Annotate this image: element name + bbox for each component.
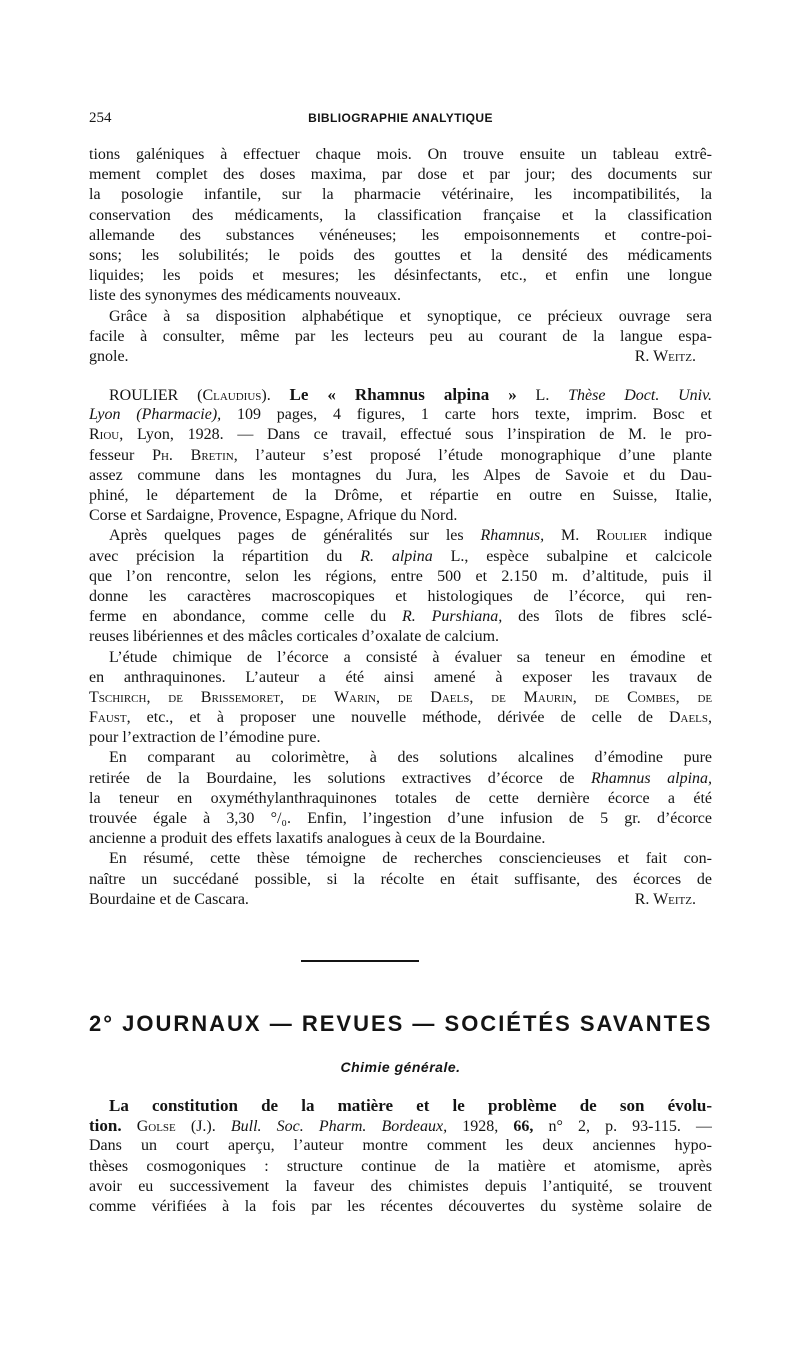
text-line: avoir eu successivement la faveur des chimistes depuis l’antiquité, se trouvent <box>89 1177 712 1195</box>
species-name: R. alpina <box>360 547 433 565</box>
closing-text: Bourdaine et de Cascara. <box>89 890 249 908</box>
text-fragment: fesseur <box>89 446 135 464</box>
signature: R. Weitz. <box>634 890 696 908</box>
separator <box>89 910 712 998</box>
text-fragment: de <box>168 688 183 706</box>
text-fragment: de <box>397 688 413 706</box>
text-line <box>89 385 712 405</box>
species-name: R. Purshiana, <box>402 608 503 626</box>
text-line: Dans un court aperçu, l’auteur montre comment les deux anciennes hypo- <box>89 1137 712 1155</box>
text-fragment: de <box>594 688 610 706</box>
review-author-first-name: (Claudius). <box>197 387 271 405</box>
text-fragment: etc., et à proposer une nouvelle méthode, dérivée de celle de <box>146 709 653 727</box>
text-line: Grâce à sa disposition alphabétique et synoptique, ce précieux ouvrage sera <box>109 307 712 325</box>
article-title-end: tion. <box>89 1116 122 1136</box>
horizontal-rule <box>301 960 419 962</box>
text-line: comme vérifiées à la fois par les récentes découvertes du système solaire de <box>89 1197 712 1215</box>
text-fragment: des îlots de fibres sclé- <box>518 608 712 626</box>
review-author: ROULIER <box>109 387 179 405</box>
article-title: La constitution de la matière et le problème de son évolu- <box>109 1095 712 1115</box>
text-line: la posologie infantile, sur la pharmacie vétérinaire, les incompatibilités, la <box>89 186 712 204</box>
text-line: thèses cosmogoniques : structure continue de la matière et atomisme, après <box>89 1157 712 1175</box>
genus-name: Rhamnus, <box>480 527 545 545</box>
person-name: Daels, <box>668 709 712 727</box>
text-fragment: retirée de la Bourdaine, les solutions extractives d’écorce de <box>89 769 575 787</box>
person-name: Combes, <box>627 688 680 706</box>
person-name: Ph. Bretin, <box>152 446 238 464</box>
text-fragment: indique <box>664 527 712 545</box>
text-line: facile à consulter, même par les lecteurs peu au courant de la langue espa- <box>89 327 712 345</box>
person-name: Maurin, <box>523 688 577 706</box>
page-body <box>89 145 712 1217</box>
text-line <box>89 1096 712 1116</box>
text-line <box>89 688 712 708</box>
person-name: Faust, <box>89 709 131 727</box>
person-name: Warin, <box>333 688 380 706</box>
signature: R. Weitz. <box>634 347 696 365</box>
text-line: En comparant au colorimètre, à des solutions alcalines d’émodine pure <box>109 749 712 767</box>
text-line: naître un succédané possible, si la récolte en était suffisante, des écorces de <box>89 870 712 888</box>
text-fragment: l’auteur s’est proposé l’étude monographique d’une plante <box>255 446 712 464</box>
text-line: que l’on rencontre, selon les régions, entre 500 et 2.150 m. d’altitude, puis il <box>89 567 712 585</box>
text-line <box>89 1116 712 1136</box>
review-weitz-continuation <box>89 145 712 367</box>
text-line-with-signature <box>89 890 712 910</box>
text-line: pour l’extraction de l’émodine pure. <box>89 729 321 747</box>
text-line <box>89 425 712 445</box>
text-line: sons; les solubilités; le poids des gouttes et la densité des médicaments <box>89 246 712 264</box>
year: 1928, <box>462 1118 499 1136</box>
closing-text: gnole. <box>89 347 129 365</box>
text-fragment: de <box>301 688 317 706</box>
text-fragment: M. <box>561 527 580 545</box>
text-line <box>89 547 712 567</box>
text-line: Corse et Sardaigne, Provence, Espagne, Afrique du Nord. <box>89 507 458 525</box>
person-name: Tschirch, <box>89 688 151 706</box>
text-fragment: Lyon, 1928. — Dans ce travail, effectué sous l’inspiration de M. le pro- <box>136 426 712 444</box>
text-line: la teneur en oxyméthylanthraquinones totales de cette dernière écorce a été <box>89 789 712 807</box>
text-fragment: n° 2, p. 93-115. — <box>548 1118 712 1136</box>
text-line: En résumé, cette thèse témoigne de recherches consciencieuses et fait con- <box>109 850 712 868</box>
review-golse <box>89 1096 712 1217</box>
text-line: liquides; les poids et mesures; les désinfectants, etc., et enfin une longue <box>89 267 712 285</box>
text-line: assez commune dans les montagnes du Jura, les Alpes de Savoie et du Dau- <box>89 466 712 484</box>
person-name: Daels, <box>430 688 474 706</box>
text-fragment: de <box>697 688 712 706</box>
text-line-with-signature <box>89 347 712 367</box>
text-line: en anthraquinones. L’auteur a été ainsi amené à exposer les travaux de <box>89 668 712 686</box>
faculty: Lyon (Pharmacie), <box>89 406 222 424</box>
text-line <box>89 607 712 627</box>
text-line <box>89 526 712 546</box>
text-line: trouvée égale à 3,30 °/₀. Enfin, l’ingestion d’une infusion de 5 gr. d’écorce <box>89 810 712 827</box>
text-line: phiné, le département de la Drôme, et répartie en outre en Suisse, Italie, <box>89 487 712 504</box>
text-line: tions galéniques à effectuer chaque mois. On trouve ensuite un tableau extrê- <box>89 146 712 163</box>
text-fragment: L., espèce subalpine et calcicole <box>450 547 712 565</box>
text-line: mement complet des doses maxima, par dose et par jour; des documents sur <box>89 166 712 184</box>
text-line: ancienne a produit des effets laxatifs analogues à ceux de la Bourdaine. <box>89 830 546 848</box>
text-fragment: L. <box>535 387 550 405</box>
printer-name: Riou, <box>89 426 124 444</box>
text-fragment: Après quelques pages de généralités sur les <box>109 527 464 545</box>
article-author: Golse <box>136 1118 176 1136</box>
text-line <box>89 708 712 728</box>
section-heading: 2° JOURNAUX — REVUES — SOCIÉTÉS SAVANTES <box>89 1010 713 1036</box>
text-line: liste des synonymes des médicaments nouveaux. <box>89 287 401 305</box>
species-name: Rhamnus alpina, <box>591 769 712 787</box>
review-roulier <box>89 385 712 910</box>
person-name: Brissemoret, <box>200 688 284 706</box>
text-fragment: 109 pages, 4 figures, 1 carte hors texte, imprim. Bosc et <box>236 406 712 424</box>
text-line: donne les caractères macroscopiques et histologiques de l’écorce, qui ren- <box>89 587 712 605</box>
text-line: L’étude chimique de l’écorce a consisté à évaluer sa teneur en émodine et <box>109 648 712 666</box>
spacer <box>89 367 712 385</box>
thesis-label: Thèse Doct. Univ. <box>568 387 712 405</box>
volume: 66, <box>513 1118 534 1136</box>
text-fragment: avec précision la répartition du <box>89 547 343 565</box>
text-line <box>89 769 712 789</box>
author-initial: (J.). <box>190 1118 216 1136</box>
page-number: 254 <box>89 110 112 126</box>
text-line <box>89 405 712 425</box>
work-title: Le « Rhamnus alpina » <box>289 385 517 405</box>
text-line: allemande des substances vénéneuses; les empoisonnements et contre-poi- <box>89 226 712 244</box>
text-fragment: de <box>491 688 506 706</box>
text-fragment: ferme en abondance, comme celle du <box>89 608 387 626</box>
page-header <box>89 110 712 132</box>
text-line: reuses libériennes et des mâcles corticales d’oxalate de calcium. <box>89 628 500 646</box>
running-title: BIBLIOGRAPHIE ANALYTIQUE <box>308 111 493 125</box>
subsection-heading: Chimie générale. <box>340 1058 461 1075</box>
text-line <box>89 446 712 466</box>
text-line: conservation des médicaments, la classification française et la classification <box>89 206 712 224</box>
person-name: Roulier <box>596 527 648 545</box>
journal-name: Bull. Soc. Pharm. Bordeaux, <box>230 1118 448 1136</box>
